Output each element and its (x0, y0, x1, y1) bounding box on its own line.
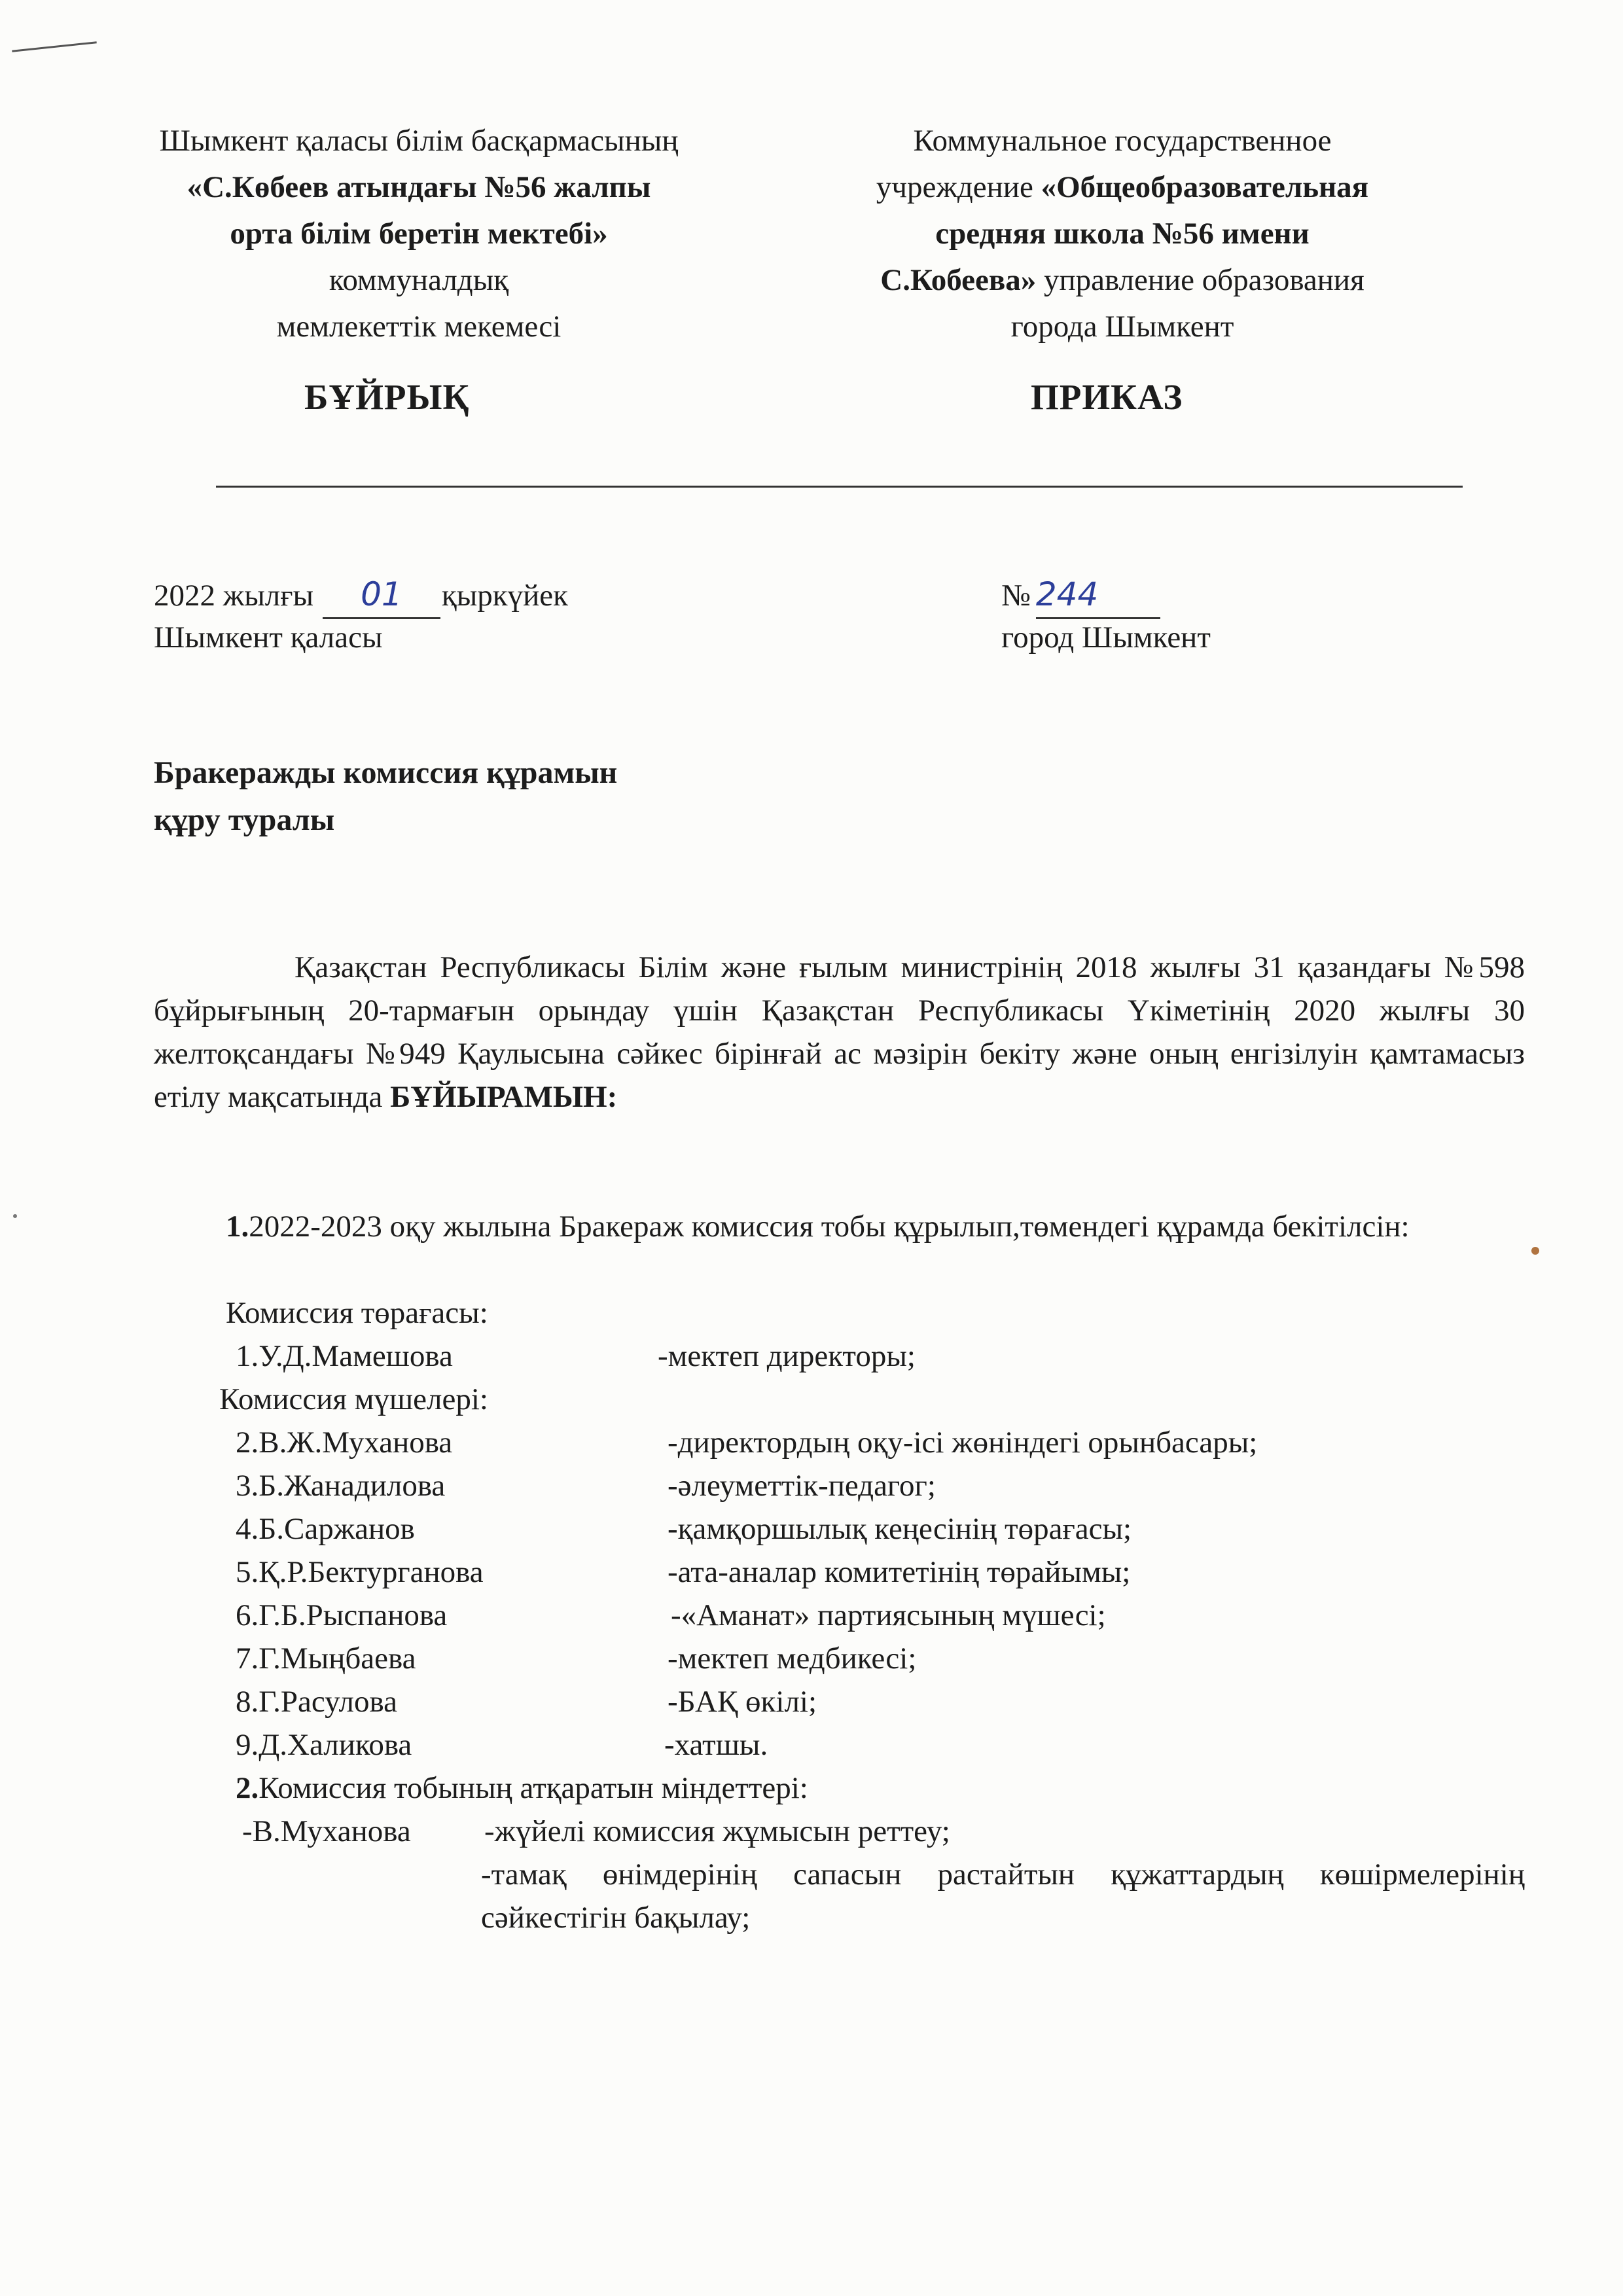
header-divider (216, 486, 1463, 488)
member-name: 6.Г.Б.Рыспанова (236, 1598, 448, 1632)
title-russian: ПРИКАЗ (1031, 377, 1183, 417)
order-subject (154, 749, 617, 844)
member-name: 7.Г.Мыңбаева (236, 1641, 416, 1676)
chair-role: -мектеп директоры; (658, 1339, 916, 1373)
member-name: 5.Қ.Р.Бектурганова (236, 1555, 484, 1589)
header-ru-line4-rest: управление образования (1036, 263, 1364, 297)
member-role: -БАҚ өкілі; (668, 1685, 817, 1719)
member-role: -директордың оқу-ісі жөніндегі орынбасары; (668, 1426, 1258, 1460)
duty-item-1: -жүйелі комиссия жұмысын реттеу; (484, 1814, 950, 1848)
header-ru-line4 (766, 257, 1479, 304)
duty-person: -В.Муханова (242, 1814, 411, 1848)
date-year: 2022 жылғы (154, 579, 314, 613)
city-kz: Шымкент қаласы (154, 620, 383, 655)
item2-text: Комиссия тобының атқаратын міндеттері: (259, 1771, 808, 1805)
date-day-handwritten: 01 (361, 575, 402, 613)
header-kz-line4: коммуналдық (329, 263, 509, 297)
member-role: -ата-аналар комитетінің төрайымы; (668, 1555, 1131, 1589)
date-line (154, 573, 568, 619)
member-role: -мектеп медбикесі; (668, 1641, 917, 1676)
order-number-handwritten: 244 (1035, 575, 1099, 613)
title-kazakh: БҰЙРЫҚ (304, 377, 470, 417)
preamble-text: Қазақстан Республикасы Білім және ғылым министрінің 2018 жылғы 31 қазандағы №598 бұйрығының 20-тармағын орындау үшін Қазақстан Республикасы Үкіметінің 2020 жылғы 30 желтоқсандағы №949 Қаулысына сәйкес бірінғай ас мәзірін бекіту және оның енгізілуін қамтамасыз етілу мақсатында (154, 950, 1525, 1114)
header-russian (766, 118, 1479, 350)
header-ru-line5: города Шымкент (1010, 310, 1234, 344)
scan-stroke (12, 41, 97, 52)
city-ru: город Шымкент (1001, 620, 1211, 655)
order-number-blank (1036, 573, 1160, 619)
scan-dot (1531, 1247, 1539, 1255)
header-ru-line2-prefix: учреждение (876, 170, 1041, 204)
chair-heading: Комиссия төрағасы: (226, 1296, 488, 1330)
header-ru-line4-bold: С.Кобеева» (880, 263, 1037, 297)
order-number-prefix: № (1001, 579, 1031, 613)
member-name: 8.Г.Расулова (236, 1685, 397, 1719)
member-name: 2.В.Ж.Муханова (236, 1426, 453, 1460)
header-ru-line1: Коммунальное государственное (913, 124, 1332, 158)
member-role: -«Аманат» партиясының мүшесі; (671, 1598, 1106, 1632)
order-number-line (1001, 573, 1160, 619)
item1-number: 1. (226, 1210, 249, 1244)
item2-number: 2. (236, 1771, 259, 1805)
duty-item-2: -тамақ өнімдерінің сапасын растайтын құжаттардың көшірмелерінің сәйкестігін бақылау; (481, 1857, 1525, 1935)
member-role: -қамқоршылық кеңесінің төрағасы; (668, 1512, 1132, 1546)
header-kz-line5: мемлекеттік мекемесі (276, 310, 562, 344)
header-kz-line2: «С.Көбеев атындағы №56 жалпы (187, 170, 651, 204)
header-ru-line2 (766, 164, 1479, 211)
preamble-paragraph (154, 946, 1525, 1119)
date-month: қыркүйек (441, 579, 568, 613)
item1-text: 2022-2023 оқу жылына Бракераж комиссия тобы құрылып,төмендегі құрамда бекітілсін: (249, 1210, 1410, 1244)
chair-name: 1.У.Д.Мамешова (236, 1339, 453, 1373)
header-ru-line3: средняя школа №56 имени (935, 217, 1310, 251)
item2-heading (236, 1767, 808, 1810)
member-name: 3.Б.Жанадилова (236, 1469, 446, 1503)
member-name: 9.Д.Халикова (236, 1728, 412, 1762)
header-kazakh (65, 118, 772, 350)
header-ru-line2-bold: «Общеобразовательная (1041, 170, 1369, 204)
item1-paragraph (154, 1205, 1525, 1248)
member-role: -әлеуметтік-педагог; (668, 1469, 936, 1503)
scan-dot (13, 1214, 17, 1218)
subject-line1: Бракеражды комиссия құрамын (154, 755, 618, 790)
member-role: -хатшы. (664, 1728, 768, 1762)
subject-line2: құру туралы (154, 802, 335, 837)
date-day-blank (323, 573, 440, 619)
header-kz-line3: орта білім беретін мектебі» (230, 217, 608, 251)
header-kz-line1: Шымкент қаласы білім басқармасының (159, 124, 679, 158)
members-heading: Комиссия мүшелері: (219, 1382, 488, 1416)
order-word: БҰЙЫРАМЫН: (390, 1080, 618, 1114)
member-name: 4.Б.Саржанов (236, 1512, 415, 1546)
